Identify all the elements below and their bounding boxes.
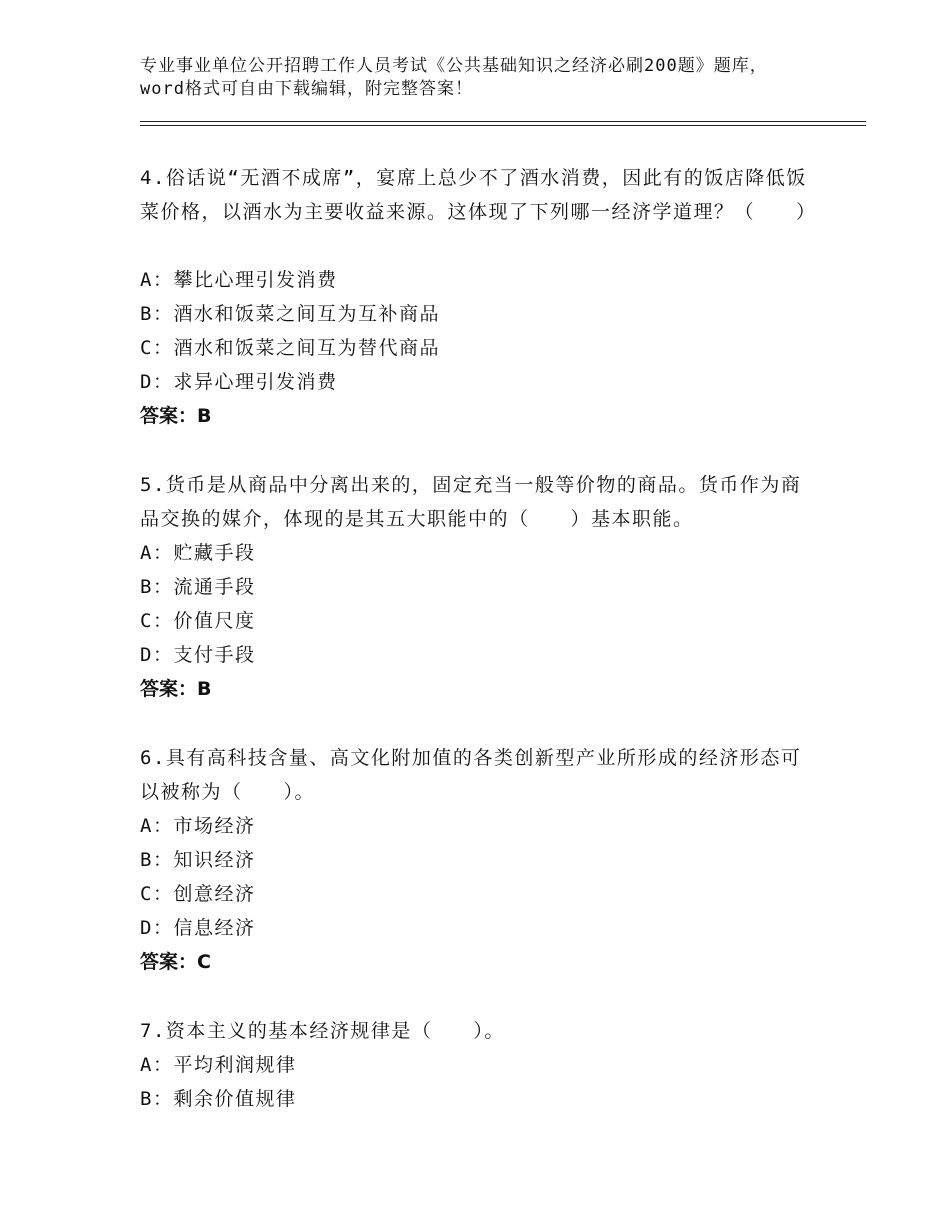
option-c: C：酒水和饭菜之间互为替代商品 <box>140 337 440 359</box>
question-stem: 6.具有高科技含量、高文化附加值的各类创新型产业所形成的经济形态可以被称为（ ）。 <box>140 747 802 803</box>
answer-label: 答案：B <box>140 405 212 427</box>
question-stem: 7.资本主义的基本经济规律是（ ）。 <box>140 1020 505 1042</box>
option-b: B：知识经济 <box>140 849 256 871</box>
option-b: B：酒水和饭菜之间互为互补商品 <box>140 303 440 325</box>
answer-label: 答案：C <box>140 951 211 973</box>
option-a: A：平均利润规律 <box>140 1054 297 1076</box>
option-a: A：攀比心理引发消费 <box>140 269 338 291</box>
option-c: C：创意经济 <box>140 883 256 905</box>
header-divider-top <box>140 121 866 122</box>
option-a: A：市场经济 <box>140 815 256 837</box>
option-d: D：支付手段 <box>140 644 256 666</box>
option-c: C：价值尺度 <box>140 610 256 632</box>
option-d: D：信息经济 <box>140 917 256 939</box>
option-b: B：剩余价值规律 <box>140 1088 297 1110</box>
question-stem: 4.俗话说“无酒不成席”，宴席上总少不了酒水消费，因此有的饭店降低饭菜价格，以酒水为主要收益来源。这体现了下列哪一经济学道理？（ ） <box>140 167 817 223</box>
option-b: B：流通手段 <box>140 576 256 598</box>
answer-label: 答案：B <box>140 678 212 700</box>
header-divider-bottom <box>140 125 866 126</box>
document-header: 专业事业单位公开招聘工作人员考试《公共基础知识之经济必刷200题》题库，word格式可自由下载编辑，附完整答案！ <box>140 56 768 99</box>
question-stem: 5.货币是从商品中分离出来的，固定充当一般等价物的商品。货币作为商品交换的媒介，体现的是其五大职能中的（ ）基本职能。 <box>140 474 802 530</box>
option-d: D：求异心理引发消费 <box>140 371 338 393</box>
option-a: A：贮藏手段 <box>140 542 256 564</box>
